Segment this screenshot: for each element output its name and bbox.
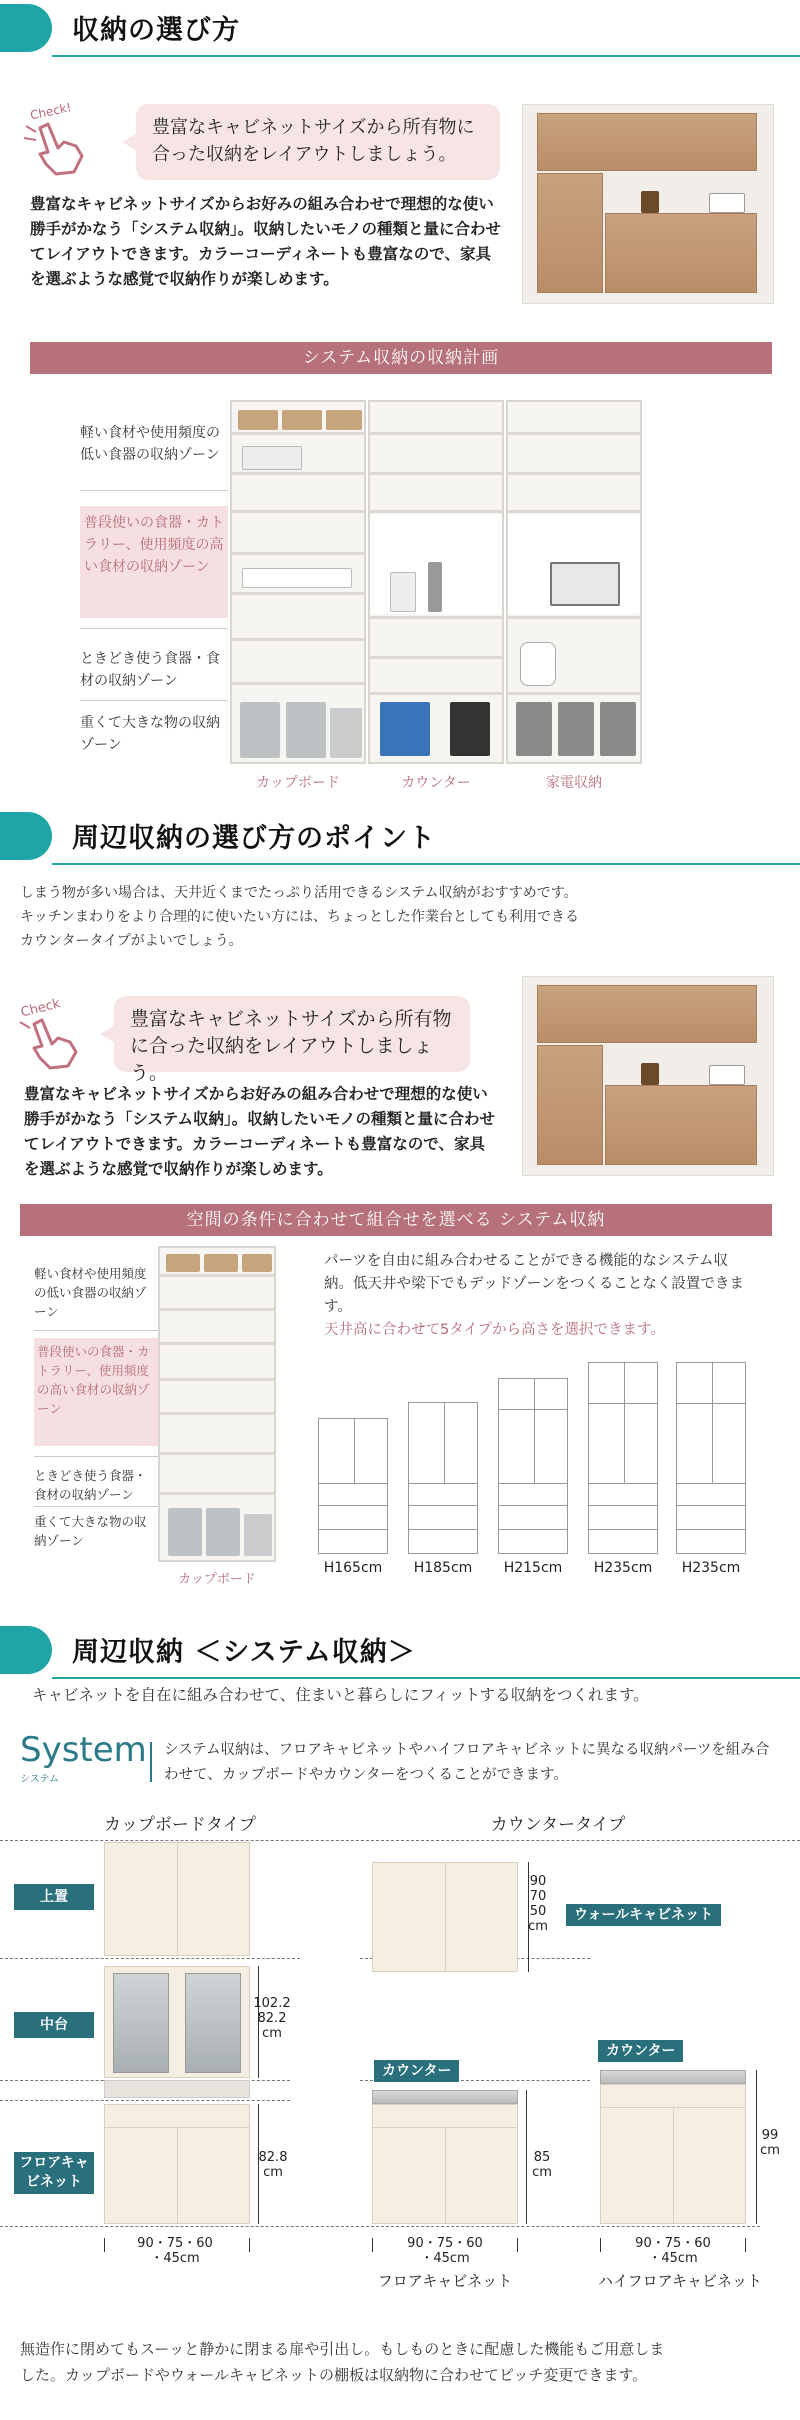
dim-text: ・45cm	[648, 2251, 698, 2266]
dim-text: 90・75・60	[407, 2236, 483, 2251]
sec2-intro-3: カウンタータイプがよいでしょう。	[20, 933, 243, 949]
section-rule	[52, 863, 800, 865]
cabinet-h215	[498, 1378, 568, 1554]
height-label: H235cm	[681, 1560, 741, 1576]
tag-upper: 上置	[14, 1884, 94, 1910]
sec3-lead: キャビネットを自在に組み合わせて、住まいと暮らしにフィットする収納をつくれます。	[32, 1686, 649, 1704]
band-system-combo: 空間の条件に合わせて組合せを選べる システム収納	[20, 1204, 772, 1236]
height-label: H185cm	[413, 1560, 473, 1576]
tag-middle: 中台	[14, 2012, 94, 2038]
width-dim-3	[598, 2236, 748, 2266]
cupboard-illustration	[230, 400, 366, 764]
section-title: 周辺収納 ＜システム収納＞	[72, 1637, 416, 1668]
high-floor-cabinet	[600, 2084, 746, 2224]
dim-text: 50	[529, 1904, 547, 1919]
zone-occasional: ときどき使う食器・食材の収納ゾーン	[34, 1468, 147, 1502]
dim-text: 82.2	[257, 2011, 287, 2026]
upper-cabinet	[104, 1842, 250, 1956]
zone-occasional: ときどき使う食器・食材の収納ゾーン	[80, 651, 220, 689]
system-logo-en: System	[20, 1730, 147, 1770]
logo-divider	[150, 1742, 152, 1782]
check-text: Check	[19, 996, 62, 1021]
height-label: H215cm	[503, 1560, 563, 1576]
counter-floor-cabinet	[372, 2104, 518, 2224]
sec2-desc	[324, 1250, 744, 1342]
system-desc: システム収納は、フロアキャビネットやハイフロアキャビネットに異なる収納パーツを組み合わせて、カップボードやカウンターをつくることができます。	[164, 1742, 770, 1783]
dim-text: cm	[262, 2026, 282, 2041]
dim-text: cm	[760, 2143, 780, 2158]
section-tab	[0, 4, 52, 52]
sec2-intro-1: しまう物が多い場合は、天井近くまでたっぷり活用できるシステム収納がおすすめです。	[20, 885, 578, 901]
col-title-counter: カウンタータイプ	[490, 1815, 626, 1835]
middle-cabinet	[104, 1966, 250, 2078]
dim-text: 90・75・60	[137, 2236, 213, 2251]
check-text: Check!	[28, 100, 73, 123]
section-rule	[52, 1677, 800, 1679]
dim-middle	[244, 1996, 300, 2041]
band-system-plan: システム収納の収納計画	[30, 342, 772, 374]
width-dim-1	[100, 2236, 250, 2266]
section-title: 周辺収納の選び方のポイント	[72, 823, 436, 854]
floor-cabinet	[104, 2104, 250, 2224]
dim-high	[752, 2128, 788, 2158]
appliance-illustration	[506, 400, 642, 764]
dim-text: 90・75・60	[635, 2236, 711, 2251]
dim-text: cm	[532, 2165, 552, 2180]
tag-counter-1: カウンター	[374, 2060, 459, 2082]
dim-text: ・45cm	[420, 2251, 470, 2266]
dim-text: 99	[761, 2128, 779, 2143]
check-hand-icon	[18, 98, 108, 178]
section-header-3	[0, 1622, 800, 1678]
footer-line-1: 無造作に閉めてもスーッと静かに閉まる扉や引出し。もしものときに配慮した機能もご用意しま	[20, 2340, 665, 2358]
kitchen-photo	[522, 104, 774, 304]
tip-bubble-text: 豊富なキャビネットサイズから所有物に合った収納をレイアウトしましょう。	[152, 117, 475, 165]
dim-text: cm	[263, 2165, 283, 2180]
section-tab	[0, 812, 52, 860]
sec2-body: 豊富なキャビネットサイズからお好みの組み合わせで理想的な使い勝手がかなう「システム収納」。収納したいモノの種類と量に合わせてレイアウトできます。カラーコーディネートも豊富なので、家具を選ぶような感覚で収納作りが楽しめます。	[24, 1085, 496, 1178]
tag-counter-2: カウンター	[598, 2040, 683, 2062]
cabinet-h235-a	[588, 1362, 658, 1554]
zone-heavy: 重くて大きな物の収納ゾーン	[34, 1514, 147, 1548]
height-label: H165cm	[323, 1560, 383, 1576]
section-title: 収納の選び方	[72, 15, 240, 46]
dim-text: 70	[529, 1889, 547, 1904]
dim-text: 82.8	[258, 2150, 288, 2165]
tip-bubble	[114, 996, 470, 1084]
section-header-1	[0, 0, 800, 56]
dim-counter	[522, 2150, 562, 2180]
label-floor-cabinet: フロアキャビネット	[377, 2272, 513, 2290]
zone-light: 軽い食材や使用頻度の低い食器の収納ゾーン	[34, 1266, 147, 1319]
zone-daily: 普段使いの食器・カトラリー、使用頻度の高い食材の収納ゾーン	[34, 1338, 160, 1446]
caption-appliance: 家電収納	[546, 775, 602, 791]
tip-bubble	[136, 104, 500, 180]
caption-counter: カウンター	[401, 775, 471, 791]
kitchen-photo-2	[522, 976, 774, 1176]
check-hand-icon	[10, 990, 100, 1070]
dim-text: 85	[533, 2150, 551, 2165]
system-logo	[20, 1730, 160, 1790]
dim-text: 90	[529, 1874, 547, 1889]
cabinet-h185	[408, 1402, 478, 1554]
zone-light: 軽い食材や使用頻度の低い食器の収納ゾーン	[80, 425, 220, 463]
sec2-desc-pink: 天井高に合わせて5タイプから高さを選択できます。	[324, 1322, 665, 1338]
zone-heavy: 重くて大きな物の収納ゾーン	[80, 715, 220, 753]
section-header-2	[0, 808, 800, 864]
sec2-intro-2: キッチンまわりをより合理的に使いたい方には、ちょっとした作業台としても利用できる	[20, 909, 580, 925]
tip-bubble-text: 豊富なキャビネットサイズから所有物に合った収納をレイアウトしましょう。	[130, 1008, 452, 1084]
height-label: H235cm	[593, 1560, 653, 1576]
section-tab	[0, 1626, 52, 1674]
cabinet-h235-b	[676, 1362, 746, 1554]
dim-wall	[516, 1874, 560, 1934]
section-rule	[52, 55, 800, 57]
sec2-desc-text: パーツを自由に組み合わせることができる機能的なシステム収納。低天井や梁下でもデッドゾーンをつくることなく設置できます。	[324, 1253, 744, 1315]
tag-floor: フロアキャビネット	[14, 2152, 94, 2194]
cupboard-illustration-2	[158, 1246, 276, 1562]
width-dim-2	[370, 2236, 520, 2266]
tag-wall: ウォールキャビネット	[566, 1904, 721, 1926]
dim-floor	[250, 2150, 296, 2180]
col-title-cupboard: カップボードタイプ	[104, 1815, 256, 1835]
dim-text: ・45cm	[150, 2251, 200, 2266]
footer-line-2: した。カップボードやウォールキャビネットの棚板は収納物に合わせてピッチ変更できます。	[20, 2366, 648, 2384]
dim-text: 102.2	[253, 1996, 291, 2011]
label-high-cabinet: ハイフロアキャビネット	[598, 2272, 762, 2290]
intro-text: 豊富なキャビネットサイズからお好みの組み合わせで理想的な使い勝手がかなう「システム収納」。収納したいモノの種類と量に合わせてレイアウトできます。カラーコーディネートも豊富なので、家具を選ぶような感覚で収納作りが楽しめます。	[30, 195, 502, 288]
system-logo-jp: システム	[20, 1774, 59, 1785]
caption-cupboard-2: カップボード	[178, 1572, 256, 1587]
counter-illustration	[368, 400, 504, 764]
cabinet-h165	[318, 1418, 388, 1554]
zone-daily: 普段使いの食器・カトラリー、使用頻度の高い食材の収納ゾーン	[80, 506, 228, 618]
dim-text: cm	[528, 1919, 548, 1934]
wall-cabinet	[372, 1862, 518, 1972]
caption-cupboard: カップボード	[256, 775, 340, 791]
